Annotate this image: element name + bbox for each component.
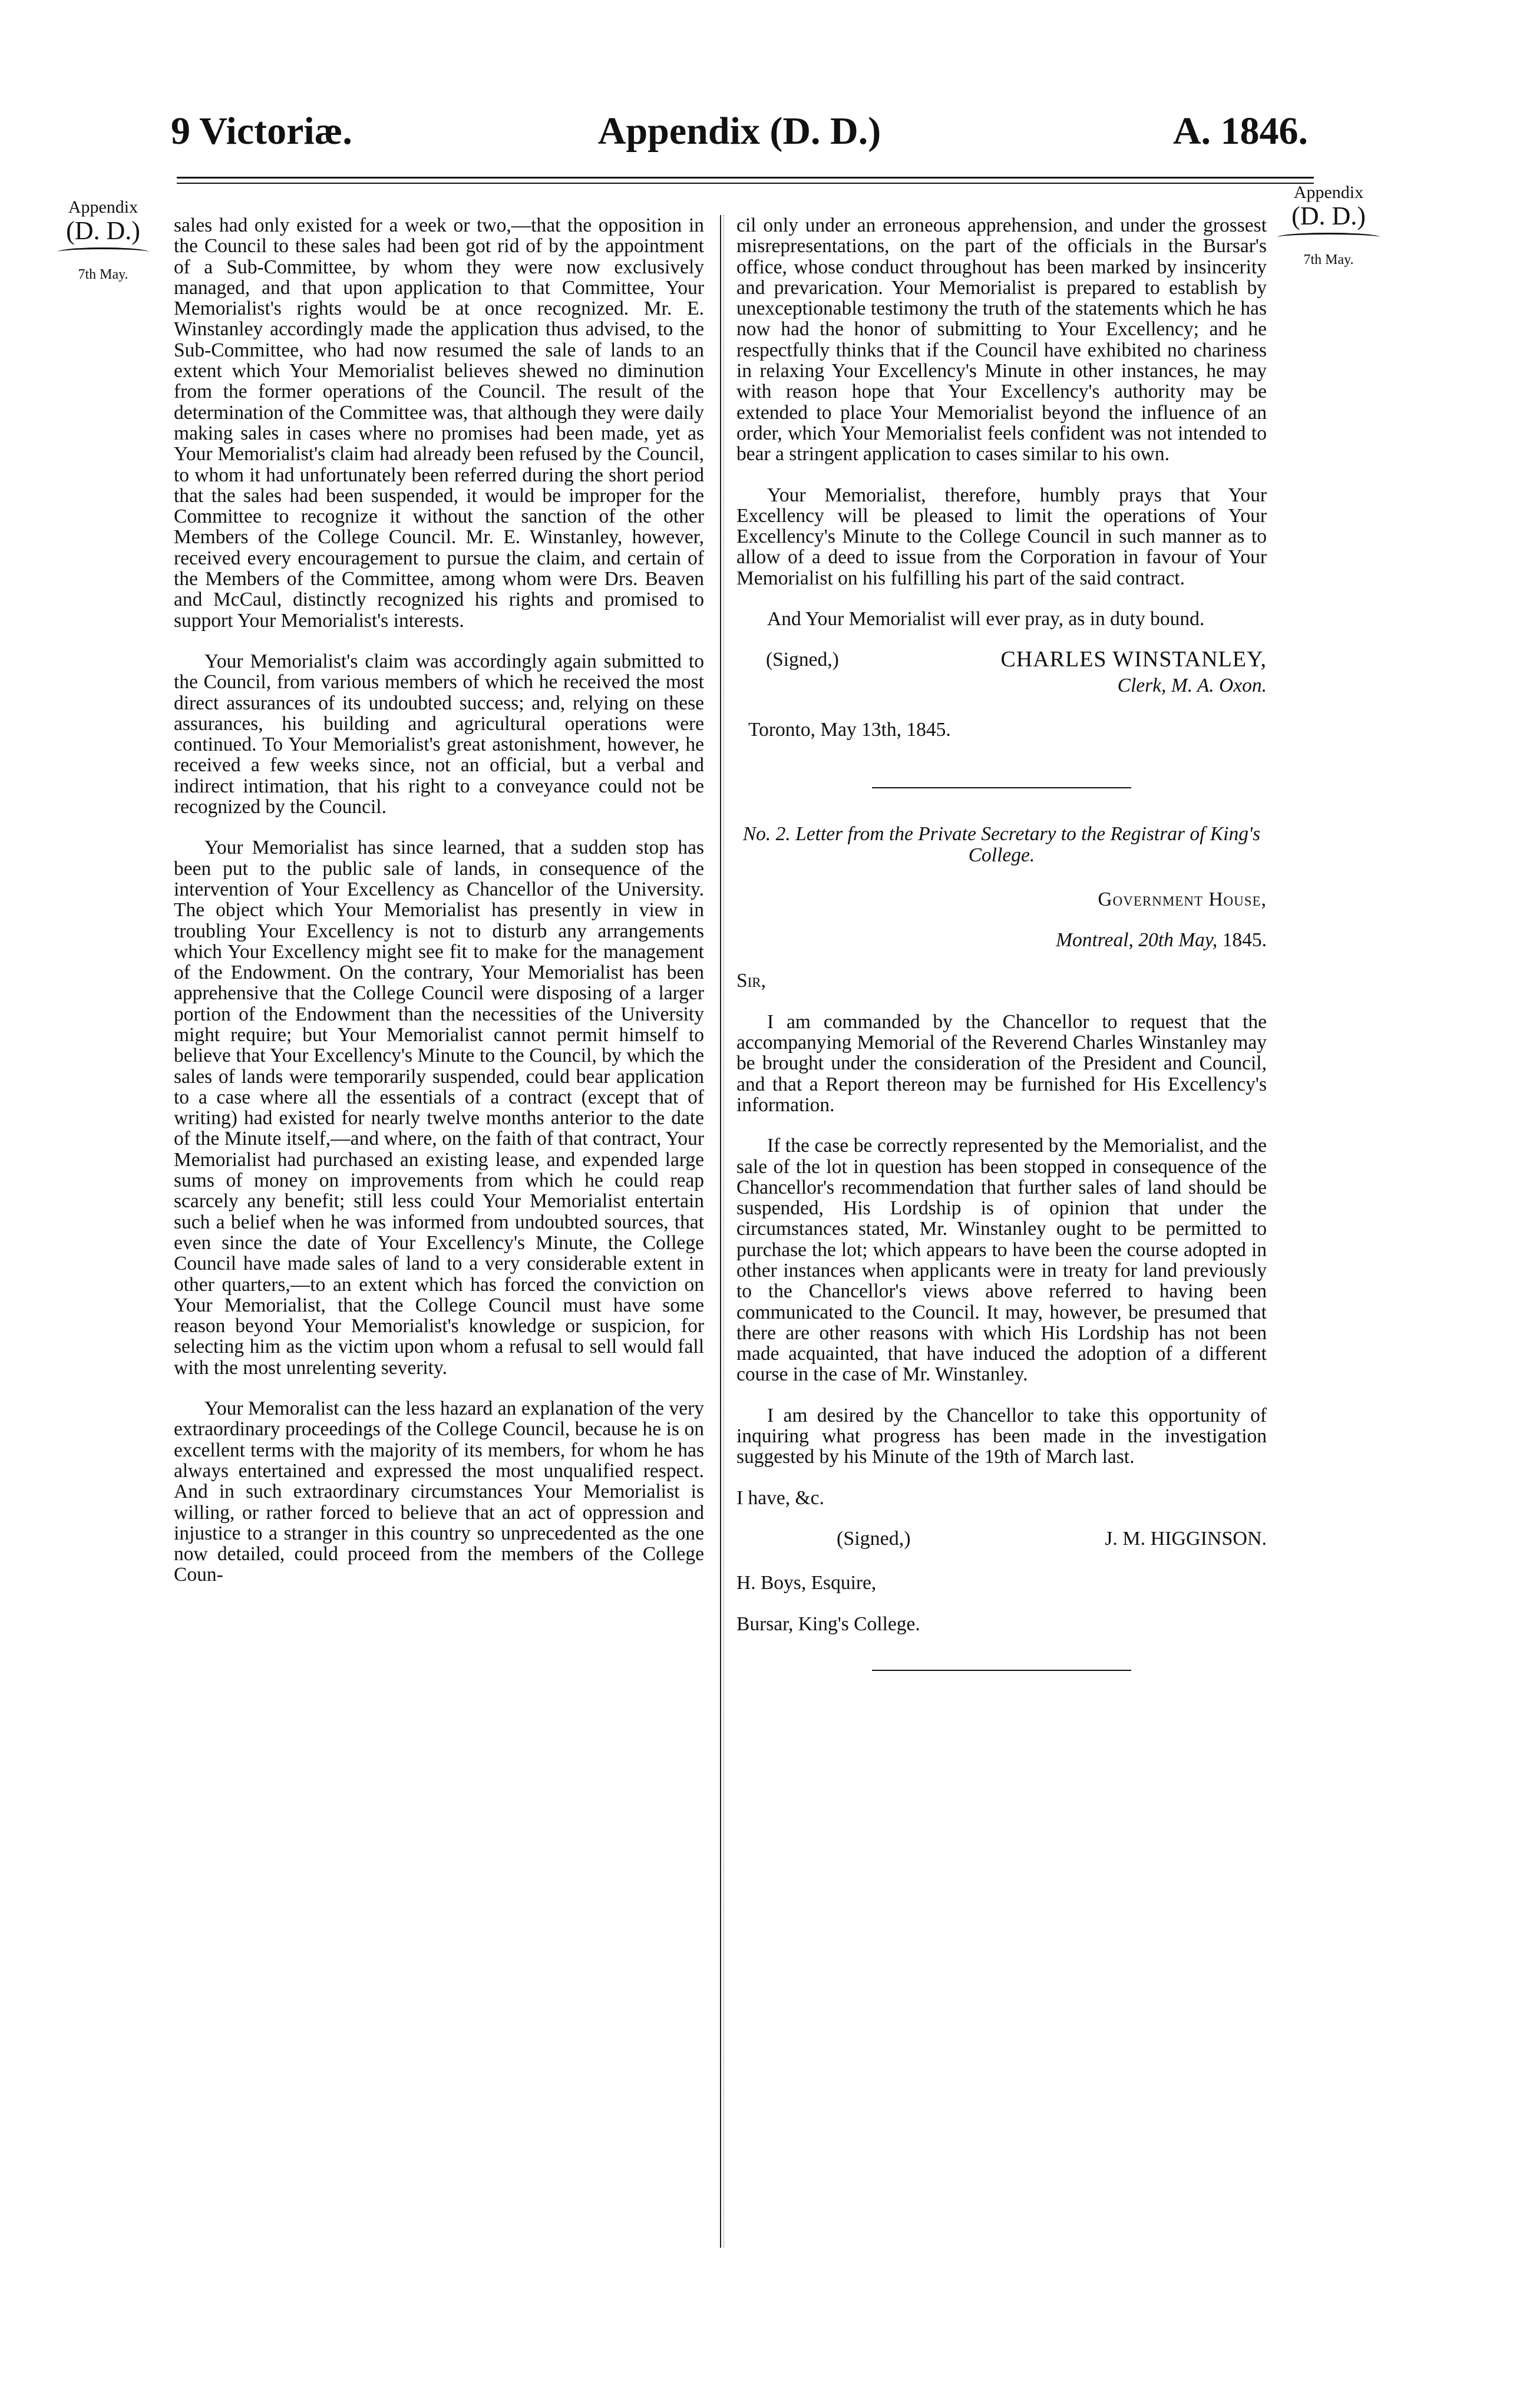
paragraph: cil only under an erroneous apprehension, and under the grossest misrepresentations, on the part of the officials in the Bursar's office, whose conduct throughout has been marked by insincerity and prevarication. Your Memorialist is prepared to establish by unexceptionable testimony the truth of the statements which he has now had the honor of submitting to Your Excellency; and he respectfully thinks that if the Council have exhibited no chariness in relaxing Your Excellency's Minute in other instances, he may with reason hope that Your Excellency's authority may be extended to place Your Memorialist beyond the influence of an order, which Your Memorialist feels confident was not intended to bear a stringent application to cases similar to his own. xyxy=(736,214,1267,465)
right-column xyxy=(736,215,1267,1671)
signature-line xyxy=(837,1528,1267,1549)
letter-place-date: Montreal, 20th May, xyxy=(1056,929,1218,952)
signed-label: (Signed,) xyxy=(837,1527,911,1550)
paragraph: Your Memorialist has since learned, that a sudden stop has been put to the public sale of lands, in consequence of the intervention of Your Excellency as Chancellor of the University. The object which Your Memorialist has presently in view in troubling Your Excellency is not to disturb any arrangements which Your Excellency might see fit to make for the management of the Endowment. On the contrary, Your Memorialist has been apprehensive that the College Council were disposing of a larger portion of the Endowment than the necessities of the University might require; but Your Memorialist cannot permit himself to believe that Your Excellency's Minute to the Council, by which the sales of lands were temporarily suspended, could bear application to a case where all the essentials of a contract (except that of writing) had existed for nearly twelve months anterior to the date of the Minute itself,—and where, on the faith of that contract, Your Memorialist had purchased an existing lease, and expended large sums of money on improvements from which he could reap scarcely any benefit; still less could Your Memorialist entertain such a belief when he was informed from undoubted sources, that even since the date of Your Excellency's Minute, the College Council have made sales of land to a very considerable extent in other quarters,—to an extent which has forced the conviction on Your Memorialist, that the College Council must have some reason beyond Your Memorialist's knowledge or suspicion, for selecting him as the victim upon whom a refusal to sell would fall with the most unrelenting severity. xyxy=(174,837,704,1379)
signer-title: Clerk, M. A. Oxon. xyxy=(1117,674,1267,696)
addressee-title: Bursar, King's College. xyxy=(736,1613,920,1635)
page-header xyxy=(171,109,1308,162)
memorial-date: Toronto, May 13th, 1845. xyxy=(748,718,951,741)
signature-line xyxy=(766,649,1267,670)
signer-name: CHARLES WINSTANLEY, xyxy=(1000,647,1267,672)
paragraph: Your Memoralist can the less hazard an explanation of the very extraordinary proceedings of the College Council, because he is on excellent terms with the majority of its members, for whom he has always entertained and expressed the most unqualified respect. And in such extraordinary circumstances Your Memorialist is willing, or rather forced to believe that an act of oppression and injustice to a stranger in this country so unprecedented as the one now detailed, could proceed from the members of the College Coun- xyxy=(174,1398,704,1586)
margin-appendix-label: Appendix xyxy=(1293,183,1364,202)
header-rule-bottom xyxy=(177,183,1314,184)
end-rule xyxy=(872,1670,1131,1671)
salutation: Sir, xyxy=(736,970,767,992)
paragraph: Your Memorialist's claim was accordingly again submitted to the Council, from various members of which he received the most direct assurances of its undoubted success; and, relying on these assurances, his building and agricultural operations were continued. To Your Memorialist's great astonishment, however, he received a few weeks since, not an official, but a verbal and indirect intimation, that his right to a conveyance could not be recognized by the Council. xyxy=(174,650,704,818)
section-rule xyxy=(872,787,1131,788)
margin-swash xyxy=(1277,233,1380,242)
letter-date xyxy=(736,930,1267,950)
left-margin-note xyxy=(53,197,153,283)
header-session: 9 Victoriæ. xyxy=(171,110,352,153)
header-rule-top xyxy=(177,177,1314,179)
letter-heading xyxy=(736,824,1267,866)
signer-name: J. M. HIGGINSON. xyxy=(1105,1527,1267,1550)
signed-label: (Signed,) xyxy=(766,649,839,671)
margin-appendix-label: Appendix xyxy=(68,197,138,217)
paragraph: I am commanded by the Chancellor to request that the accompanying Memorial of the Reverend Charles Winstanley may be brought under the consideration of the President and Council, and that a Report thereon may be furnished for His Excellency's information. xyxy=(736,1010,1267,1116)
letter-year: 1845. xyxy=(1222,929,1267,952)
column-divider xyxy=(720,215,721,2248)
left-column xyxy=(174,215,704,1606)
letter-number: No. 2. xyxy=(742,823,791,845)
margin-date: 7th May. xyxy=(78,267,128,283)
margin-swash xyxy=(58,247,148,256)
paragraph: And Your Memorialist will ever pray, as in duty bound. xyxy=(767,608,1205,630)
closing: I have, &c. xyxy=(736,1487,824,1509)
paragraph: I am desired by the Chancellor to take this opportunity of inquiring what progress has been made in the investigation suggested by his Minute of the 19th of March last. xyxy=(736,1404,1267,1468)
paragraph: If the case be correctly represented by the Memorialist, and the sale of the lot in question has been stopped in consequence of the Chancellor's recommendation that further sales of land should be suspended, His Lordship is of opinion that under the circumstances stated, Mr. Winstanley ought to be permitted to purchase the lot; which appears to have been the course adopted in other instances when applicants were in treaty for land previously to the Chancellor's views above referred to having been communicated to the Council. It may, however, be presumed that there are other reasons with which His Lordship has not been made acquainted, that have induced the adoption of a different course in the case of Mr. Winstanley. xyxy=(736,1135,1267,1386)
letter-origin: Government House, xyxy=(1098,888,1267,910)
addressee-name: H. Boys, Esquire, xyxy=(736,1572,877,1594)
right-margin-note xyxy=(1273,183,1385,268)
margin-dd-label: (D. D.) xyxy=(66,216,140,245)
margin-dd-label: (D. D.) xyxy=(1291,202,1366,230)
paragraph: sales had only existed for a week or two,—that the opposition in the Council to these sales had been got rid of by the appointment of a Sub-Committee, by whom they were now exclusively managed, and that upon application to that Committee, Your Memorialist's rights would be at once recognized. Mr. E. Winstanley accordingly made the application thus advised, to the Sub-Committee, who had now resumed the sale of lands to an extent which Your Memorialist believes shewed no diminution from the former operations of the Council. The result of the determination of the Committee was, that although they were daily making sales in cases where no promises had been made, yet as Your Memorialist's claim had already been refused by the Council, to whom it had unfortunately been referred during the short period that the sales had been suspended, it would be improper for the Committee to recognize it without the sanction of the other Members of the College Council. Mr. E. Winstanley, however, received every encouragement to pursue the claim, and certain of the Members of the Committee, among whom were Drs. Beaven and McCaul, distinctly recognized his rights and promised to support Your Memorialist's interests. xyxy=(174,214,704,632)
header-appendix: Appendix (D. D.) xyxy=(597,110,881,153)
header-year: A. 1846. xyxy=(1172,110,1308,153)
paragraph: Your Memorialist, therefore, humbly prays that Your Excellency will be pleased to limit the operations of Your Excellency's Minute to the College Council in such manner as to allow of a deed to issue from the Corporation in favour of Your Memorialist on his fulfilling his part of the said contract. xyxy=(736,484,1267,589)
margin-date: 7th May. xyxy=(1303,252,1354,268)
letter-title: Letter from the Private Secretary to the Registrar of King's College. xyxy=(795,823,1261,866)
